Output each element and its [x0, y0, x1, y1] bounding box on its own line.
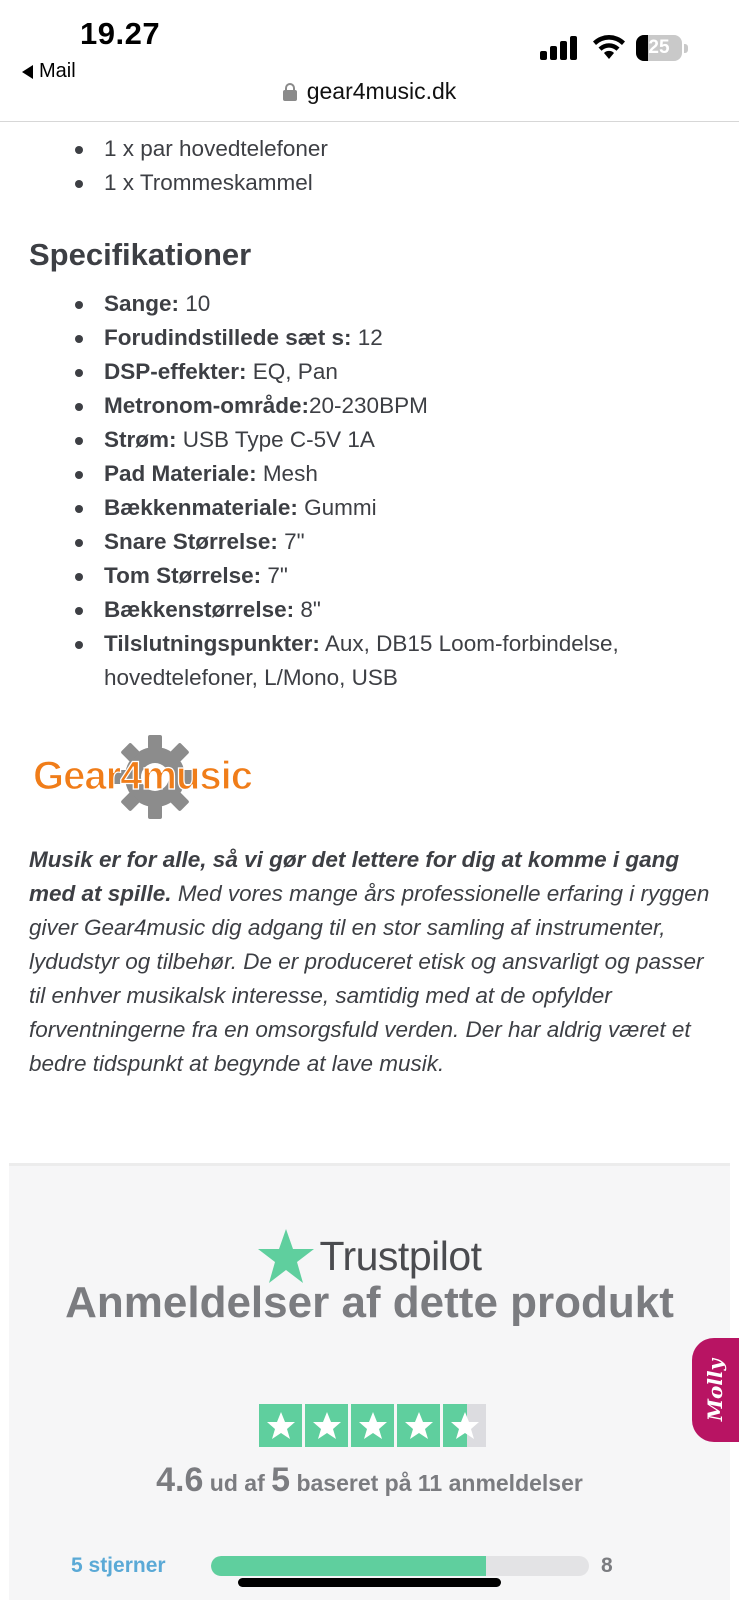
- rating-based-on: baseret på 11 anmeldelser: [296, 1470, 583, 1496]
- rating-max: 5: [271, 1461, 291, 1499]
- trustpilot-star-icon: [257, 1228, 315, 1284]
- rating-summary: [9, 1461, 730, 1500]
- spec-value: Mesh: [256, 461, 318, 486]
- list-item: [0, 355, 739, 389]
- list-item: [0, 525, 739, 559]
- molly-label: Molly: [703, 1358, 728, 1422]
- spec-value: USB Type C-5V 1A: [176, 427, 375, 452]
- spec-label: Metronom-område:: [104, 393, 310, 418]
- spec-label: Tilslutningspunkter:: [104, 631, 320, 656]
- distribution-label[interactable]: 5 stjerner: [71, 1554, 166, 1577]
- spec-value: Aux, DB15 Loom-forbindelse, hovedtelefoner, L/Mono, USB: [104, 631, 619, 690]
- list-item: [0, 321, 739, 355]
- list-item: [0, 389, 739, 423]
- spec-value: Gummi: [297, 495, 377, 520]
- specifications-heading: Specifikationer: [29, 237, 252, 272]
- spec-label: Bækkenstørrelse:: [104, 597, 295, 622]
- spec-value: EQ, Pan: [246, 359, 338, 384]
- rating-ud-af: ud af: [209, 1470, 265, 1496]
- star-icon: [397, 1404, 440, 1447]
- product-description: [0, 122, 739, 1081]
- list-item: 1 x par hovedtelefoner: [0, 132, 739, 166]
- logo-text: Gear4music: [33, 754, 253, 798]
- spec-label: Tom Størrelse:: [104, 563, 262, 588]
- wifi-icon: [592, 34, 626, 60]
- distribution-bar-fill: [211, 1556, 486, 1576]
- trustpilot-brand[interactable]: [9, 1228, 730, 1284]
- list-item: [0, 423, 739, 457]
- gear4music-logo: [30, 735, 290, 825]
- contents-list: [0, 132, 739, 200]
- spec-label: Forudindstillede sæt s:: [104, 325, 352, 350]
- spec-label: Strøm:: [104, 427, 177, 452]
- spec-value: 10: [179, 291, 211, 316]
- clock: 19.27: [80, 16, 161, 51]
- about-paragraph: [29, 843, 711, 1081]
- rating-stars: [259, 1404, 486, 1447]
- back-label: Mail: [39, 60, 76, 82]
- about-lead: Musik er for alle, så vi gør det lettere for dig at komme i gang med at spille.: [29, 847, 680, 906]
- status-bar: [0, 0, 739, 122]
- gear-icon: [30, 735, 290, 825]
- battery-icon: [636, 35, 688, 61]
- star-icon: [259, 1404, 302, 1447]
- list-item: [0, 627, 739, 695]
- distribution-bar: [211, 1556, 589, 1576]
- spec-label: Bækkenmateriale:: [104, 495, 298, 520]
- spec-value: 7": [261, 563, 288, 588]
- trustpilot-wordmark: Trustpilot: [319, 1232, 482, 1279]
- about-body: Med vores mange års professionelle erfaring i ryggen giver Gear4music dig adgang til en stor samling af instrumenter, lydudstyr og tilbehør. De er produceret etisk og ansvarligt og passer til enhver musikalsk interesse, samtidig med at de opfylder forventningerne fra en omsorgsfuld verden. Der har aldrig været et bedre tidspunkt at begynde at lave musik.: [29, 881, 710, 1076]
- rating-distribution-row[interactable]: [71, 1551, 671, 1581]
- specifications-list: [0, 287, 739, 695]
- spec-label: Sange:: [104, 291, 180, 316]
- lock-icon: [283, 83, 297, 101]
- list-item: 1 x Trommeskammel: [0, 166, 739, 200]
- molly-chat-button[interactable]: [692, 1338, 739, 1442]
- rating-value: 4.6: [156, 1461, 204, 1499]
- list-item: [0, 287, 739, 321]
- trustpilot-reviews: [9, 1163, 730, 1600]
- back-arrow-icon: [22, 65, 33, 79]
- list-item: [0, 491, 739, 525]
- star-half-icon: [443, 1404, 486, 1447]
- star-icon: [351, 1404, 394, 1447]
- spec-value: 7": [277, 529, 305, 554]
- spec-value: 20-230BPM: [309, 393, 428, 418]
- cellular-signal-icon: [540, 36, 578, 60]
- reviews-heading: Anmeldelser af dette produkt: [65, 1278, 674, 1327]
- spec-label: DSP-effekter:: [104, 359, 247, 384]
- home-indicator[interactable]: [238, 1578, 501, 1587]
- list-item: [0, 457, 739, 491]
- spec-label: Pad Materiale:: [104, 461, 257, 486]
- spec-label: Snare Størrelse:: [104, 529, 278, 554]
- url-text: gear4music.dk: [306, 78, 457, 104]
- distribution-count: 8: [601, 1554, 613, 1577]
- list-item: [0, 559, 739, 593]
- address-bar[interactable]: [0, 78, 739, 105]
- battery-percent: 25: [648, 37, 670, 58]
- list-item: [0, 593, 739, 627]
- spec-value: 12: [351, 325, 383, 350]
- spec-value: 8": [294, 597, 321, 622]
- star-icon: [305, 1404, 348, 1447]
